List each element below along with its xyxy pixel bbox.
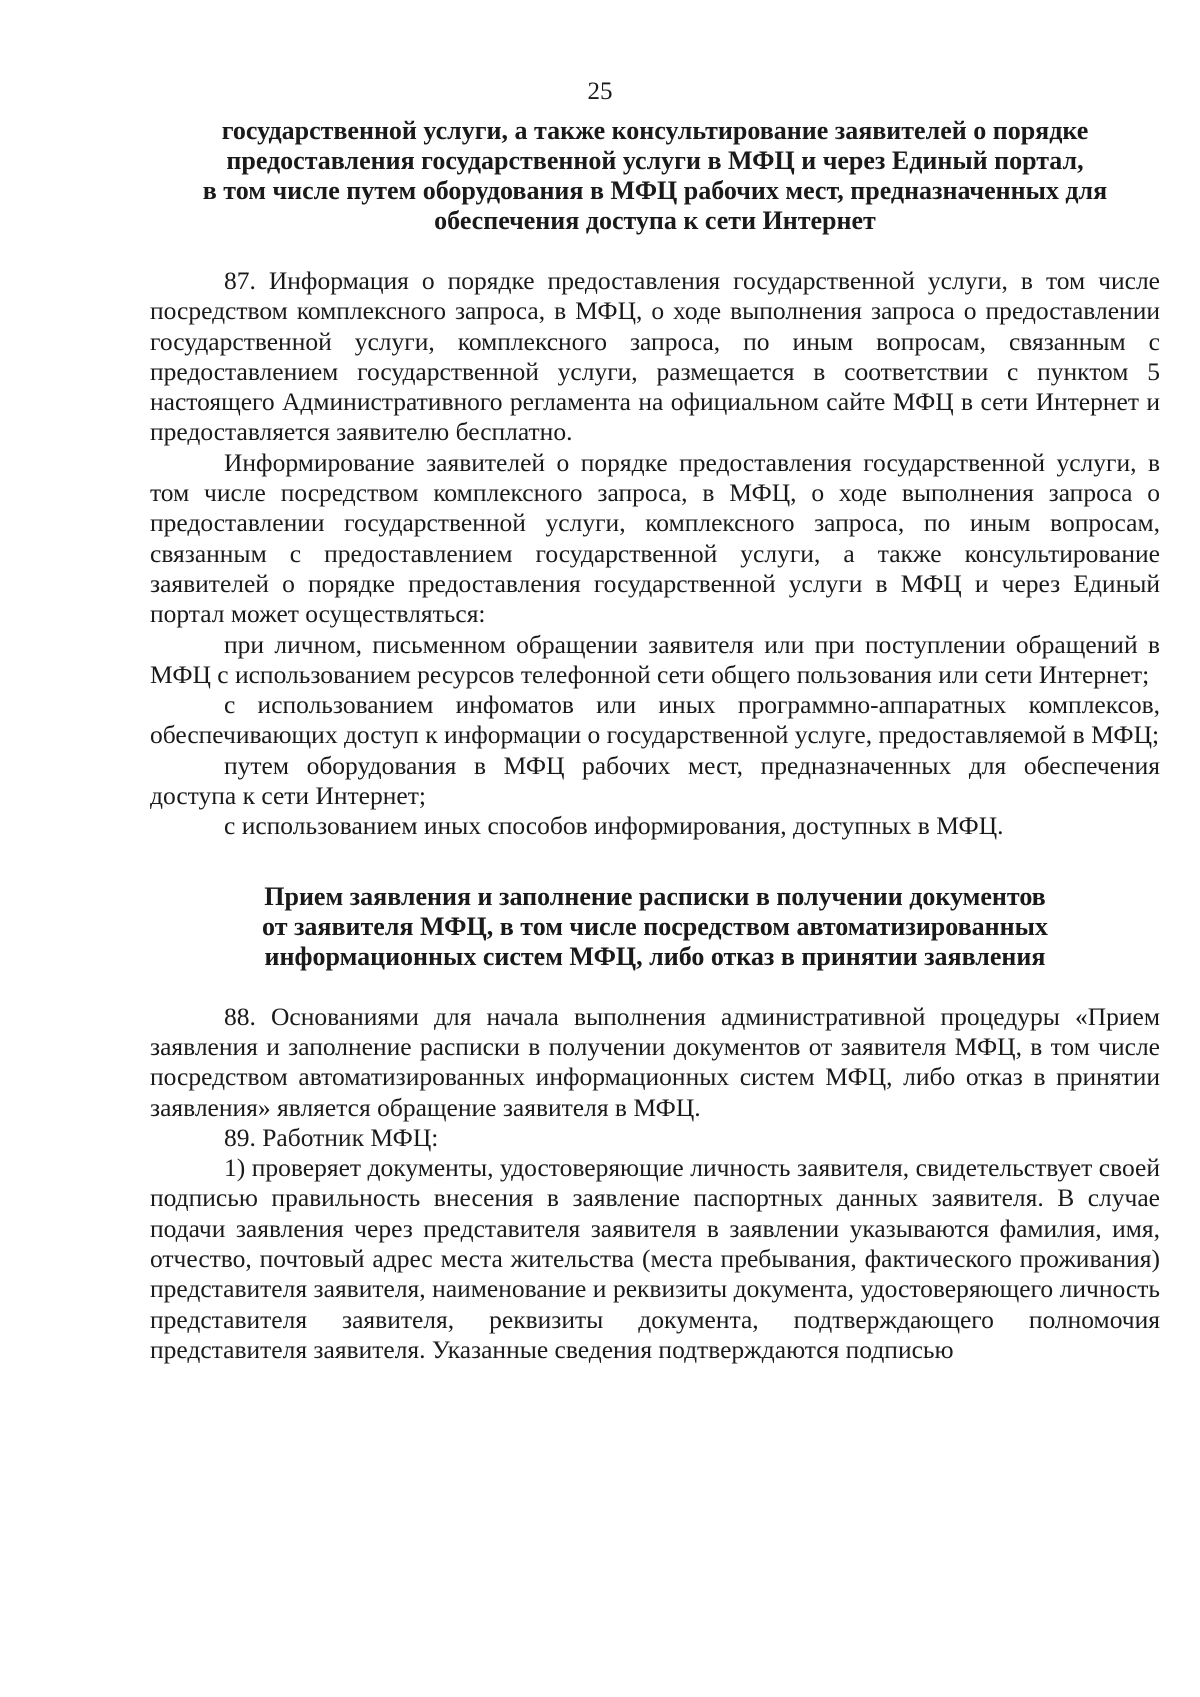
paragraph-89-item-1: 1) проверяет документы, удостоверяющие личность заявителя, свидетельствует своей подписью правильность внесения в заявление паспортных данных заявителя. В случае подачи заявления через представителя заявителя в заявлении указываются фамилия, имя, отчество, почтовый адрес места жительства (места пребывания, фактического проживания) представителя заявителя, наименование и реквизиты документа, удостоверяющего личность представителя заявителя, реквизиты документа, подтверждающего полномочия представителя заявителя. Указанные сведения подтверждаются подписью — [150, 1153, 1160, 1364]
paragraph-other-methods: с использованием иных способов информирования, доступных в МФЦ. — [224, 811, 1004, 841]
heading-line: обеспечения доступа к сети Интернет — [434, 206, 876, 235]
paragraph-87: 87. Информация о порядке предоставления государственной услуги, в том числе посредством комплексного запроса, в МФЦ, о ходе выполнения запроса о предоставлении государственной услуги, комплексного запроса, по иным вопросам, связанным с предоставлением государственной услуги, размещается в соответствии с пунктом 5 настоящего Административного регламента на официальном сайте МФЦ в сети Интернет и предоставляется заявителю бесплатно. — [150, 266, 1160, 447]
paragraph-personal-appeal: при личном, письменном обращении заявителя или при поступлении обращений в МФЦ с использованием ресурсов телефонной сети общего пользования или сети Интернет; — [150, 629, 1160, 689]
paragraph-informing: Информирование заявителей о порядке предоставления государственной услуги, в том числе посредством комплексного запроса, в МФЦ, о ходе выполнения запроса о предоставлении государственной услуги, комплексного запроса, по иным вопросам, связанным с предоставлением государственной услуги, а также консультирование заявителей о порядке предоставления государственной услуги в МФЦ и через Единый портал может осуществляться: — [150, 447, 1160, 629]
paragraph-88: 88. Основаниями для начала выполнения административной процедуры «Прием заявления и заполнение расписки в получении документов от заявителя МФЦ, в том числе посредством автоматизированных информационных систем МФЦ, либо отказ в принятии заявления» является обращение заявителя в МФЦ. — [150, 1001, 1160, 1122]
paragraph-workplaces: путем оборудования в МФЦ рабочих мест, предназначенных для обеспечения доступа к сети Интернет; — [150, 750, 1160, 811]
section-heading-reception — [150, 882, 1160, 972]
paragraph-89: 89. Работник МФЦ: — [224, 1122, 439, 1152]
heading-line: от заявителя МФЦ, в том числе посредством автоматизированных — [262, 911, 1048, 941]
paragraph-infomats: с использованием инфоматов или иных программно-аппаратных комплексов, обеспечивающих доступ к информации о государственной услуге, предоставляемой в МФЦ; — [150, 690, 1160, 750]
heading-line: государственной услуги, а также консультирование заявителей о порядке — [221, 116, 1089, 145]
heading-line: Прием заявления и заполнение расписки в получении документов — [264, 881, 1046, 911]
page-content — [150, 116, 1160, 1365]
heading-line: предоставления государственной услуги в МФЦ и через Единый портал, — [226, 146, 1084, 175]
page-number: 25 — [587, 78, 613, 105]
heading-line: в том числе путем оборудования в МФЦ рабочих мест, предназначенных для — [202, 176, 1108, 205]
heading-line: информационных систем МФЦ, либо отказ в принятии заявления — [264, 941, 1046, 971]
section-heading-information — [150, 116, 1160, 236]
